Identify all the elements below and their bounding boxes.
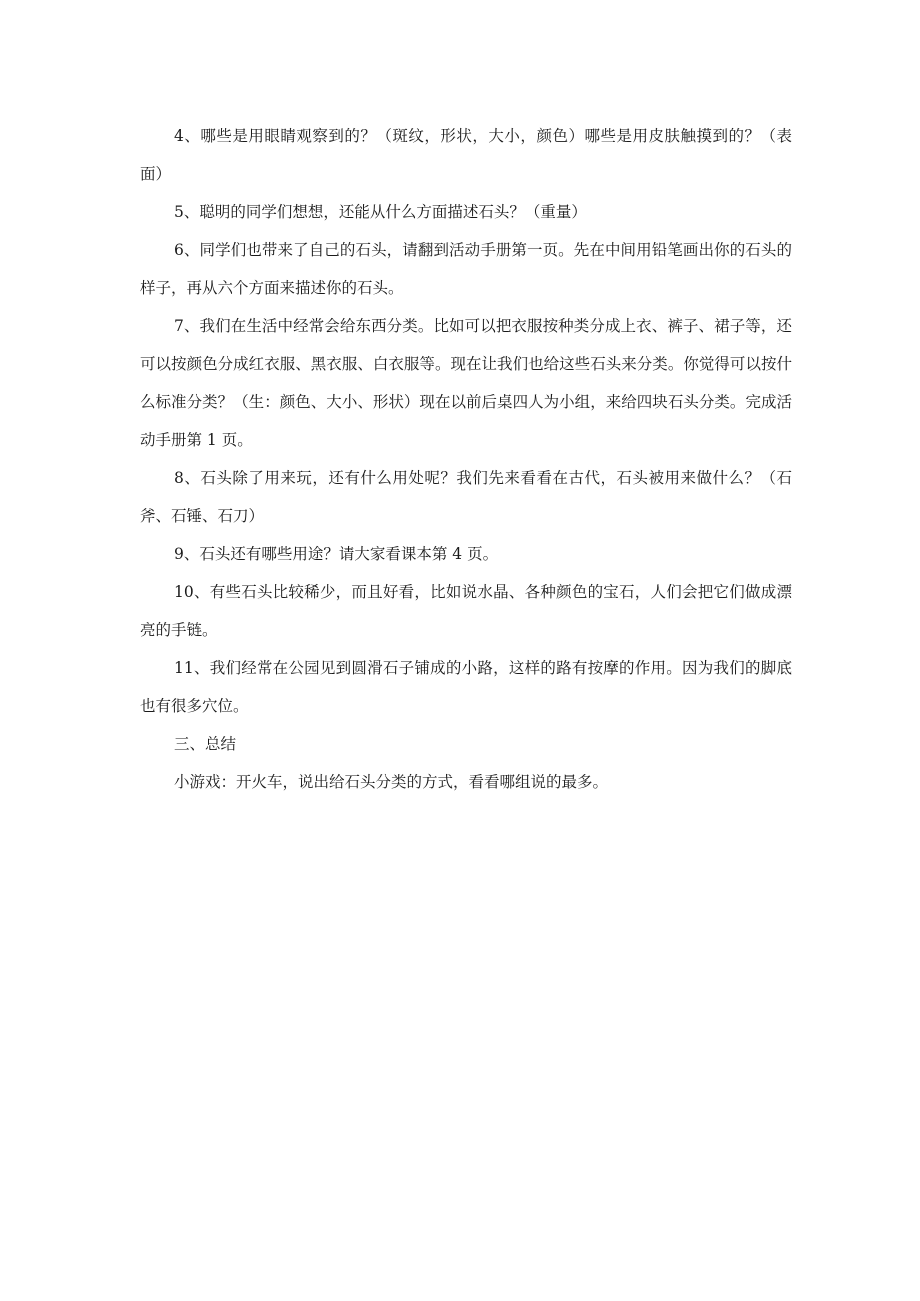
paragraph-item-8: 8、石头除了用来玩，还有什么用处呢？我们先来看看在古代，石头被用来做什么？（石斧、石锤、石刀）	[140, 469, 792, 525]
paragraph-mini-game: 小游戏：开火车，说出给石头分类的方式，看看哪组说的最多。	[174, 773, 609, 791]
paragraph-item-7: 7、我们在生活中经常会给东西分类。比如可以把衣服按种类分成上衣、裤子、裙子等，还可以按颜色分成红衣服、黑衣服、白衣服等。现在让我们也给这些石头来分类。你觉得可以按什么标准分类？（生：颜色、大小、形状）现在以前后桌四人为小组，来给四块石头分类。完成活动手册第 1 页。	[140, 317, 792, 449]
paragraph-item-4: 4、哪些是用眼睛观察到的？（斑纹，形状，大小，颜色）哪些是用皮肤触摸到的？（表面）	[140, 127, 792, 183]
paragraph-item-9: 9、石头还有哪些用途？请大家看课本第 4 页。	[174, 545, 499, 563]
section-heading-summary: 三、总结	[174, 735, 237, 753]
paragraph-item-6: 6、同学们也带来了自己的石头，请翻到活动手册第一页。先在中间用铅笔画出你的石头的样子，再从六个方面来描述你的石头。	[140, 241, 792, 297]
paragraph-item-11: 11、我们经常在公园见到圆滑石子铺成的小路，这样的路有按摩的作用。因为我们的脚底也有很多穴位。	[140, 659, 792, 715]
paragraph-item-5: 5、聪明的同学们想想，还能从什么方面描述石头？（重量）	[174, 203, 587, 221]
document-body	[140, 117, 792, 801]
paragraph-item-10: 10、有些石头比较稀少，而且好看，比如说水晶、各种颜色的宝石，人们会把它们做成漂亮的手链。	[140, 583, 792, 639]
